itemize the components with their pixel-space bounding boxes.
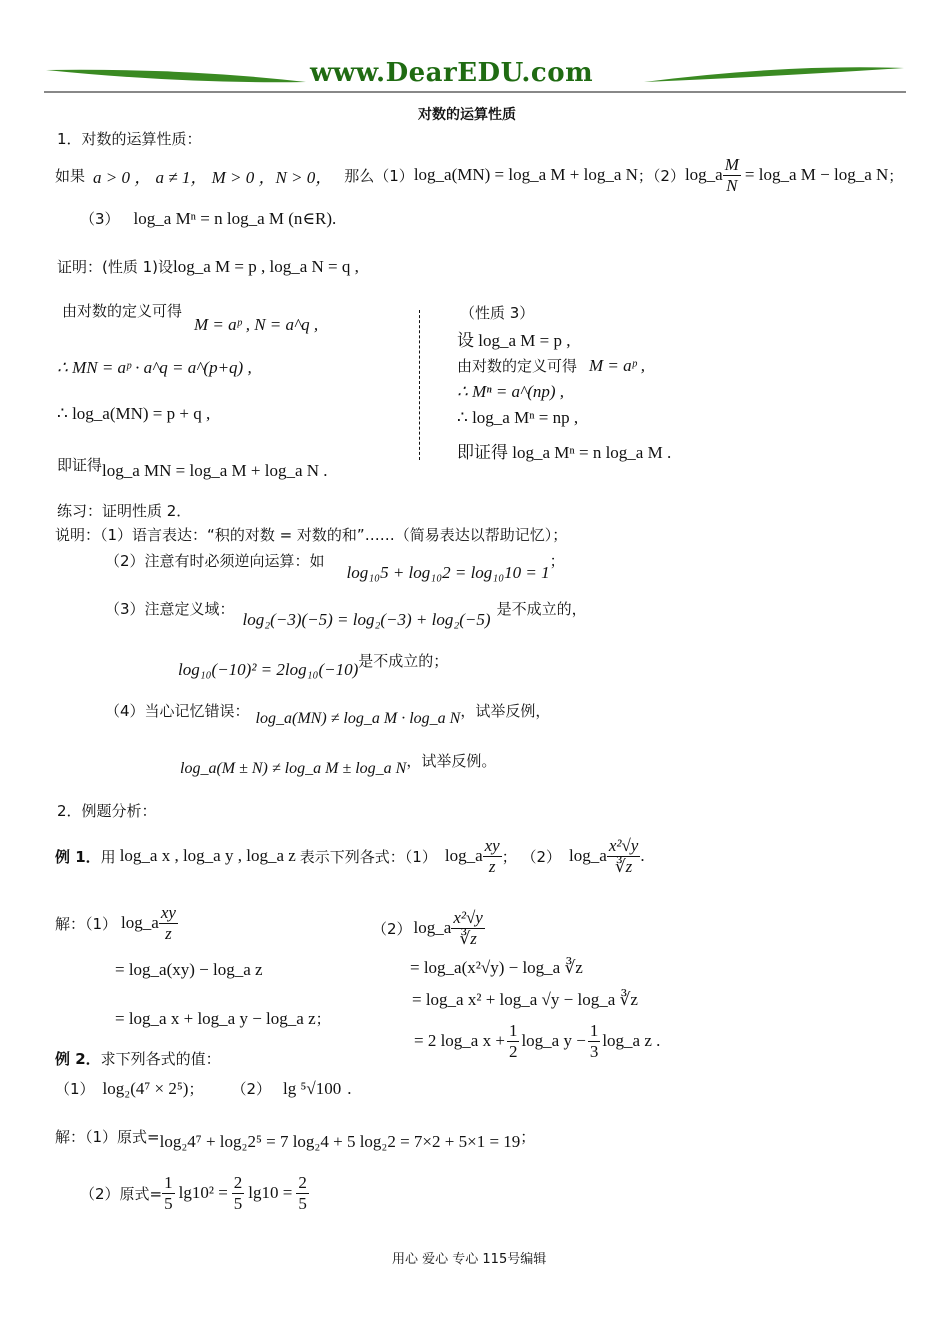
- proof-left-4-math: log_a MN = log_a M + log_a N .: [102, 461, 328, 480]
- solution-1-b1-num: x²√y: [453, 907, 483, 927]
- note-4-math: log_a(MN) ≠ log_a M · log_a N: [255, 710, 461, 727]
- example-1-text2: 表示下列各式：（1）: [299, 847, 437, 866]
- example-2: [55, 1048, 221, 1069]
- conditions: a > 0 ， a ≠ 1， M > 0 ，N > 0，: [93, 167, 333, 187]
- proof-right-1: 设 log_a M = p ,: [457, 331, 571, 350]
- solution-2-frac2: [232, 1173, 245, 1214]
- example-1-q2-log: log_a: [569, 846, 607, 865]
- end-3: .: [332, 208, 337, 228]
- solution-1-b1-den: ∛z: [459, 928, 477, 948]
- property-3: [80, 208, 336, 229]
- solution-2-line2: [80, 1170, 309, 1216]
- property-2-fraction: [723, 155, 741, 196]
- example-2-q2-label: （2）: [231, 1080, 272, 1098]
- solution-1-b-label: （2）: [372, 919, 412, 938]
- label-3: （3）: [80, 210, 120, 228]
- solution-2-label: 解：（1）原式=: [55, 1128, 160, 1146]
- example-2-label: 例 2．: [55, 1050, 101, 1068]
- solution-1-b4-frac1-num: 1: [508, 1020, 518, 1040]
- solution-1-b4-frac1: [507, 1021, 520, 1062]
- property-1: log_a(MN) = log_a M + log_a N: [413, 165, 638, 184]
- example-1: [55, 828, 645, 884]
- proof-right-2-text: 由对数的定义可得: [457, 357, 578, 375]
- property-3-math: log_a Mⁿ = n log_a M (n∈R): [133, 208, 333, 228]
- cond-prefix: 如果: [55, 166, 86, 185]
- solution-1-b4-frac2: [588, 1021, 601, 1062]
- solution-2-mid2: lg10 =: [248, 1183, 293, 1202]
- note-4-text: （4）当心记忆错误：: [105, 702, 250, 720]
- note-2-math: log₁₀5 + log₁₀2 = log₁₀10 = 1: [346, 563, 550, 582]
- note-3: [105, 598, 587, 629]
- solution-1-a1-num: xy: [160, 902, 176, 922]
- solution-1-a1-fraction: [159, 903, 178, 944]
- solution-2-s1-end: ；: [520, 1128, 536, 1146]
- proof-right-5: 即证得 log_a Mⁿ = n log_a M .: [457, 443, 672, 462]
- solution-2-frac2-den: 5: [233, 1193, 243, 1213]
- proof-left-3: ∴ log_a(MN) = p + q ,: [57, 404, 211, 423]
- solution-2-mid: lg10² =: [178, 1183, 228, 1202]
- note-4-end: ，试举反例，: [460, 702, 551, 720]
- solution-2-frac1-den: 5: [164, 1193, 173, 1213]
- example-1-q2-den: ∛z: [614, 856, 633, 876]
- example-1-end: .: [640, 846, 645, 865]
- example-1-text3: ； （2）: [501, 847, 562, 866]
- example-2-q1-label: （1）: [55, 1080, 95, 1098]
- proof-intro: [57, 256, 359, 277]
- solution-1-b4: [414, 1018, 660, 1064]
- solution-2-s1: log₂4⁷ + log₂2⁵ = 7 log₂4 + 5 log₂2 = 7×2 + 5×1 = 19: [159, 1132, 521, 1151]
- example-2-q2-end: .: [347, 1078, 352, 1098]
- example-1-vars: log_a x , log_a y , log_a z: [119, 846, 296, 865]
- example-2-text: 求下列各式的值：: [100, 1050, 221, 1068]
- section1-heading: 1．对数的运算性质：: [57, 130, 202, 148]
- proof-right-0: （性质 3）: [460, 304, 535, 322]
- solution-1-a3: [115, 1008, 331, 1029]
- solution-2-label2: （2）原式=: [80, 1184, 163, 1203]
- note-4b-end: ，试举反例。: [406, 752, 497, 770]
- property-statement: [55, 155, 903, 195]
- solution-1-b3: = log_a x² + log_a √y − log_a ∛z: [412, 990, 638, 1009]
- then-text: 那么（1）: [344, 166, 414, 185]
- note-3-text: （3）注意定义域：: [105, 600, 235, 618]
- example-1-text1: 用: [100, 847, 116, 866]
- property-2-num: M: [724, 154, 739, 174]
- solution-1-a2: = log_a(xy) − log_a z: [115, 960, 263, 979]
- note-2-end: ；: [549, 552, 565, 570]
- solution-1-b4-post: log_a z .: [602, 1031, 661, 1050]
- solution-1-b4-mid: log_a y −: [521, 1031, 586, 1050]
- property-2-den: N: [726, 175, 738, 195]
- proof-intro-text: 证明：(性质 1)设: [57, 258, 174, 276]
- solution-1-a1: [55, 900, 178, 946]
- practice: 练习：证明性质 2．: [57, 502, 192, 520]
- example-2-q2: lg ⁵√100: [283, 1078, 342, 1098]
- note-3b: [178, 650, 449, 679]
- proof-left-4-text: 即证得: [57, 456, 103, 474]
- page-footer: 用心 爱心 专心 115号编辑: [392, 1252, 547, 1267]
- header-logo: [44, 58, 906, 96]
- example-2-q1: log₂(4⁷ × 2⁵): [102, 1078, 189, 1098]
- proof-left-1-math: M = aᵖ , N = a^q ,: [194, 315, 319, 334]
- page-title: 对数的运算性质: [418, 107, 516, 123]
- solution-1-b1: [372, 900, 485, 956]
- example-1-q1-den: z: [488, 856, 496, 876]
- note-2-text: （2）注意有时必须逆向运算：如: [105, 552, 325, 570]
- note-3b-end: 是不成立的；: [358, 652, 449, 670]
- section2-heading: 2．例题分析：: [57, 802, 157, 820]
- example-2-questions: [55, 1078, 352, 1099]
- property-2-rhs: = log_a M − log_a N: [744, 165, 889, 184]
- proof-divider: [419, 310, 420, 460]
- proof-left-2: ∴ MN = aᵖ · a^q = a^(p+q) ,: [57, 358, 252, 377]
- solution-1-b4-pre: = 2 log_a x +: [414, 1031, 505, 1050]
- proof-right-2: [457, 355, 645, 376]
- solution-1-label: 解：（1）: [55, 914, 118, 933]
- proof-right-3: ∴ Mⁿ = a^(np) ,: [457, 382, 565, 401]
- solution-2-frac3: [296, 1173, 309, 1214]
- proof-left-1: [62, 300, 319, 334]
- sep-2: ；（2）: [637, 166, 685, 185]
- note-4: [105, 700, 551, 727]
- solution-1-b4-frac1-den: 2: [508, 1041, 518, 1061]
- solution-2-line1: [55, 1126, 536, 1151]
- solution-1-a1-log: log_a: [121, 913, 159, 932]
- note-4b: [180, 750, 497, 777]
- example-1-q1-num: xy: [484, 835, 500, 855]
- solution-1-b4-frac2-num: 1: [589, 1020, 599, 1040]
- proof-right-4: ∴ log_a Mⁿ = np ,: [457, 408, 579, 427]
- note-3b-math: log₁₀(−10)² = 2log₁₀(−10): [178, 660, 359, 679]
- solution-1-b4-frac2-den: 3: [589, 1041, 599, 1061]
- proof-left-4: [57, 454, 328, 480]
- solution-1-a3-math: = log_a x + log_a y − log_a z: [115, 1008, 316, 1028]
- solution-2-frac3-num: 2: [298, 1172, 307, 1192]
- property-2-log: log_a: [684, 165, 723, 184]
- proof-intro-math: log_a M = p , log_a N = q ,: [173, 256, 359, 276]
- example-1-label: 例 1．: [55, 847, 101, 866]
- solution-2-frac1: [162, 1173, 175, 1214]
- example-1-q1-fraction: [483, 836, 502, 877]
- end-2: ；: [888, 166, 904, 185]
- example-1-q2-num: x²√y: [608, 835, 639, 855]
- solution-1-b1-fraction: [451, 908, 485, 949]
- solution-2-frac2-num: 2: [233, 1172, 243, 1192]
- note-3-math: log₂(−3)(−5) = log₂(−3) + log₂(−5): [242, 610, 491, 629]
- note-4b-math: log_a(M ± N) ≠ log_a M ± log_a N: [180, 760, 407, 777]
- example-1-q1-log: log_a: [444, 846, 483, 865]
- solution-1-a3-end: ；: [315, 1010, 331, 1028]
- example-1-q2-fraction: [607, 836, 641, 877]
- proof-left-1-text: 由对数的定义可得: [62, 302, 183, 320]
- logo-text: www.DearEDU.com: [310, 58, 594, 88]
- proof-right-2-math: M = aᵖ ,: [589, 355, 645, 375]
- note-2: [105, 550, 565, 582]
- solution-2-frac3-den: 5: [298, 1193, 307, 1213]
- solution-2-frac1-num: 1: [164, 1172, 173, 1192]
- note-1: 说明：（1）语言表达：“积的对数 = 对数的和”……（简易表达以帮助记忆）；: [55, 526, 568, 544]
- example-2-q1-end: ；: [188, 1080, 204, 1098]
- solution-1-a1-den: z: [165, 923, 172, 943]
- note-3-end: 是不成立的，: [496, 600, 587, 618]
- solution-1-b2: = log_a(x²√y) − log_a ∛z: [410, 958, 583, 977]
- solution-1-b1-log: log_a: [413, 918, 452, 937]
